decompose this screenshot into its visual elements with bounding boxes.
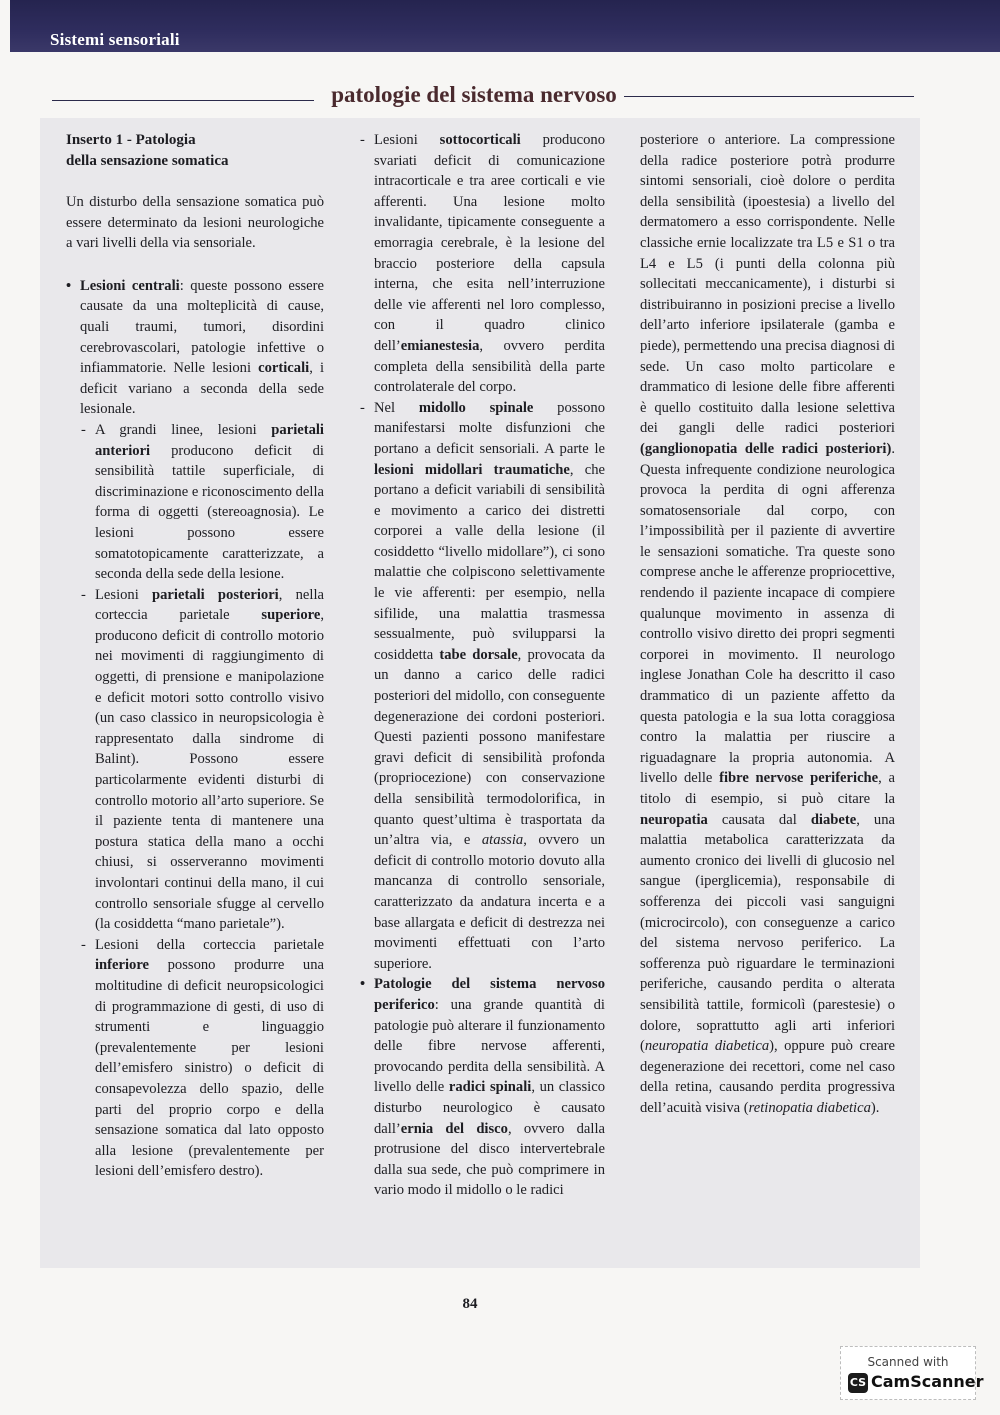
bullet-icon: • [66, 277, 72, 294]
dash-icon: - [81, 421, 86, 438]
dash-item-parietal-posterior [66, 585, 324, 935]
dash-item-subcortical [360, 130, 605, 398]
chapter-rule-right [624, 96, 914, 97]
central-text-b: , i deficit variano a seconda della sede lesionale. [80, 360, 325, 418]
item5-text-a: Nel [374, 399, 419, 416]
item5-text-b: possono manifestarsi molte disfunzioni che portano a deficit sensoriali. A parte le [374, 399, 605, 457]
box-title-line-2: della sensazione somatica [66, 153, 229, 169]
item5-text-c: , che portano a deficit variabili di sensibilità e movimento a carico dei distretti corporei a valle della lesione (il cosiddetto “livello midollare”), ci sono malattie che colpiscono selettivamente le vie afferenti: per esempio, nella sifilide, una malattia trasmessa sessualmente, può svilupparsi la cosiddetta [374, 461, 605, 663]
running-header-section: Sistemi sensoriali [50, 30, 180, 49]
peripheral-continuation [640, 130, 895, 1119]
chapter-title: patologie del sistema nervoso [331, 82, 617, 107]
item4-text-b: producono svariati deficit di comunicazione intracorticale e tra aree corticali e vie afferenti. Una lesione molto invalidante, tipicamente conseguente a emorragia cerebrale, è la lesione del braccio posteriore della capsula interna, che esita nell’interruzione delle vie afferenti nel loro complesso, con il quadro clinico dell’ [374, 132, 605, 354]
peripheral-bold-b: ernia del disco [400, 1120, 508, 1137]
box-intro-paragraph: Un disturbo della sensazione somatica può essere determinato da lesioni neurologiche a vari livelli della via sensoriale. [66, 194, 324, 252]
peripheral-bold-f: diabete [810, 811, 857, 828]
item5-bold-2: lesioni midollari traumatiche [374, 461, 570, 478]
watermark-caption: Scanned with [867, 1355, 949, 1369]
item2-bold-1: parietali posteriori [152, 586, 279, 603]
item4-text-c: , ovvero perdita completa della sensibilità della parte controlaterale del corpo. [374, 337, 605, 396]
central-lesions-heading: Lesioni centrali [80, 277, 180, 294]
item1-text-a: A grandi linee, lesioni [95, 421, 272, 438]
dash-item-spinal-cord [360, 398, 605, 975]
item2-text-a: Lesioni [95, 586, 153, 603]
peripheral-bold-c: (ganglionopatia delle radici posteriori) [640, 440, 892, 457]
peripheral-text-g: , una malattia metabolica caratterizzata da aumento cronico dei livelli di glucosio nel sangue (iperglicemia), responsabile di sofferenza dei piccoli vasi sanguigni (microcircolo), con conseguenze a carico del sistema nervoso periferico. La sofferenza può riguardare le terminazioni periferiche, causando perdita o alterata sensibilità tattile, formicolì (parestesie) o dolore, soprattutto agli arti inferiori ( [640, 811, 895, 1055]
chapter-heading-row [52, 82, 914, 112]
peripheral-text-d: . Questa infrequente condizione neurologica provoca la perdita di ogni afferenza somatosensoriale dal corpo, con l’impossibilità per il paziente di avvertire le sensazioni somatiche. Tra queste sono comprese anche le afferenze propriocettive, rendendo il paziente incapace di compiere qualunque movimento in assenza di controllo visivo diretto dei propri segmenti corporei in movimento. Il neurologo inglese Jonathan Cole ha descritto il caso drammatico di un paziente affetto da questa patologia e la sua lotta coraggiosa contro la malattia per riuscire a riguadagnare la propria autonomia. A livello delle [640, 440, 895, 787]
peripheral-italic-b: retinopatia diabetica [748, 1099, 871, 1116]
peripheral-bold-d: fibre nervose periferiche [719, 770, 879, 787]
central-text-a: : queste possono essere causate da una molteplicità di cause, quali traumi, tumori, disordini cerebrovascolari, patologie infettive o infiammatorie. Nelle lesioni [80, 277, 324, 377]
peripheral-bold-e: neuropatia [640, 811, 708, 828]
item2-bold-2: superiore [261, 607, 321, 624]
peripheral-text-i: ). [870, 1099, 880, 1116]
item5-italic: atassia [481, 832, 524, 849]
item3-text-b: possono produrre una moltitudine di deficit neuropsicologici di programmazione di gesti, di uso di strumenti e linguaggio (prevalentemente per lesioni dell’emisfero sinistro) o deficit di consapevolezza dello spazio, delle parti del proprio corpo e della sensazione somatica dal lato opposto alla lesione (prevalentemente per lesioni dell’emisfero destro). [95, 957, 324, 1180]
page-number: 84 [462, 1296, 478, 1312]
dash-icon: - [81, 586, 86, 603]
peripheral-heading: Patologie del sistema nervoso periferico [374, 976, 605, 1013]
dash-item-parietal-inferior [66, 935, 324, 1182]
item4-bold: sottocorticali [439, 132, 521, 148]
dash-icon: - [360, 132, 365, 148]
bullet-icon: • [360, 976, 366, 993]
peripheral-text-a: : una grande quantità di patologie può alterare il funzionamento delle fibre nervose afferenti, provocando perdita della sensibilità. A livello delle [374, 996, 605, 1096]
item1-text-b: producono deficit di sensibilità tattile superficiale, di discriminazione e riconoscimento della forma di oggetti (stereoagnosia). Le lesioni possono essere somatotopicamente caratterizzate, a seconda della sede della lesione. [95, 442, 324, 583]
dash-item-parietal-anterior [66, 420, 324, 585]
box-title [66, 130, 324, 172]
dash-icon: - [360, 399, 365, 416]
chapter-rule-left [52, 100, 314, 101]
item2-text-c: , producono deficit di controllo motorio nei movimenti di raggiungimento di oggetti, di prensione e manipolazione e deficit motori sotto controllo visivo (un caso classico in neuropsicologia è rappresentato dalla sindrome di Balint). Possono essere particolarmente evidenti disturbi di controllo motorio all’arto superiore. Se il paziente tenta di mantenere una postura statica della mano a occhi chiusi, si osserveranno movimenti involontari continui della mano, il cui controllo sensoriale sfugge al cervello (la cosiddetta “mano parietale”). [95, 607, 324, 933]
watermark-brand: CamScanner [871, 1372, 984, 1391]
text-column-3 [640, 130, 895, 1119]
central-lesions-paragraph [66, 276, 324, 420]
peripheral-text-c-part1: , ovvero dalla protrusione del disco intervertebrale dalla sua sede, che può comprimere in vario modo il midollo o le radici [374, 1120, 605, 1199]
item3-bold: inferiore [95, 957, 150, 974]
item5-bold-3: tabe dorsale [439, 646, 518, 663]
item5-bold: midollo spinale [418, 399, 534, 416]
text-column-1 [66, 130, 324, 1182]
peripheral-text-c-part2: posteriore o anteriore. La compressione della radice posteriore potrà produrre sintomi sensoriali, cioè dolore o perdita della sensibilità (ipoestesia) a livello del dermatomero a esso corrispondente. Nelle classiche ernie localizzate tra L5 e S1 o tra L4 e L5 (i punti della colonna più sollecitati meccanicamente), i disturbi si distribuiranno in posizioni precise a livello dell’arto inferiore ipsilaterale (gamba e piede), permettendo una precisa diagnosi di sede. Un caso molto particolare e drammatico di lesione delle fibre afferenti è quello costituito dalla lesione selettiva dei gangli delle radici posteriori [640, 132, 895, 437]
text-column-2 [360, 130, 605, 1201]
peripheral-text-h: ), oppure può creare degenerazione dei recettori, come nel caso della retina, causando perdita progressiva dell’acuità visiva ( [640, 1038, 895, 1116]
item5-text-e: , ovvero un deficit di controllo motorio dovuto alla mancanza di controllo sensoriale, caratterizzato da andatura incerta e a base allargata e deficit di destrezza nei movimenti effettuati con l’arto superiore. [374, 832, 605, 972]
dash-icon: - [81, 936, 86, 953]
central-bold-corticali: corticali [258, 360, 310, 377]
box-title-line-1: Inserto 1 - Patologia [66, 132, 196, 148]
peripheral-text-f: causata dal [707, 811, 811, 828]
peripheral-text-b: , un classico disturbo neurologico è causato dall’ [374, 1079, 605, 1137]
running-header-band [10, 0, 1000, 52]
item1-bold: parietali anteriori [95, 421, 324, 459]
item4-text-a: Lesioni [374, 132, 440, 148]
item4-bold-2: emianestesia [400, 337, 480, 354]
peripheral-paragraph [360, 974, 605, 1201]
item5-text-d: , provocata da un danno a carico delle radici posteriori del midollo, con conseguente degenerazione dei cordoni posteriori. Questi pazienti possono manifestare gravi deficit di sensibilità profonda (propriocezione) con conservazione della sensibilità termodolorifica, in quanto quest’ultima è trasportata da un’altra via, e [374, 646, 605, 849]
camscanner-watermark [840, 1346, 984, 1400]
item2-text-b: , nella corteccia parietale [95, 586, 324, 624]
peripheral-bold-a: radici spinali [448, 1079, 532, 1096]
peripheral-text-e: , a titolo di esempio, si può citare la [640, 770, 895, 807]
peripheral-italic-a: neuropatia diabetica [644, 1038, 770, 1055]
camscanner-logo-icon: CS [848, 1373, 868, 1393]
item3-text-a: Lesioni della corteccia parietale [95, 936, 324, 953]
